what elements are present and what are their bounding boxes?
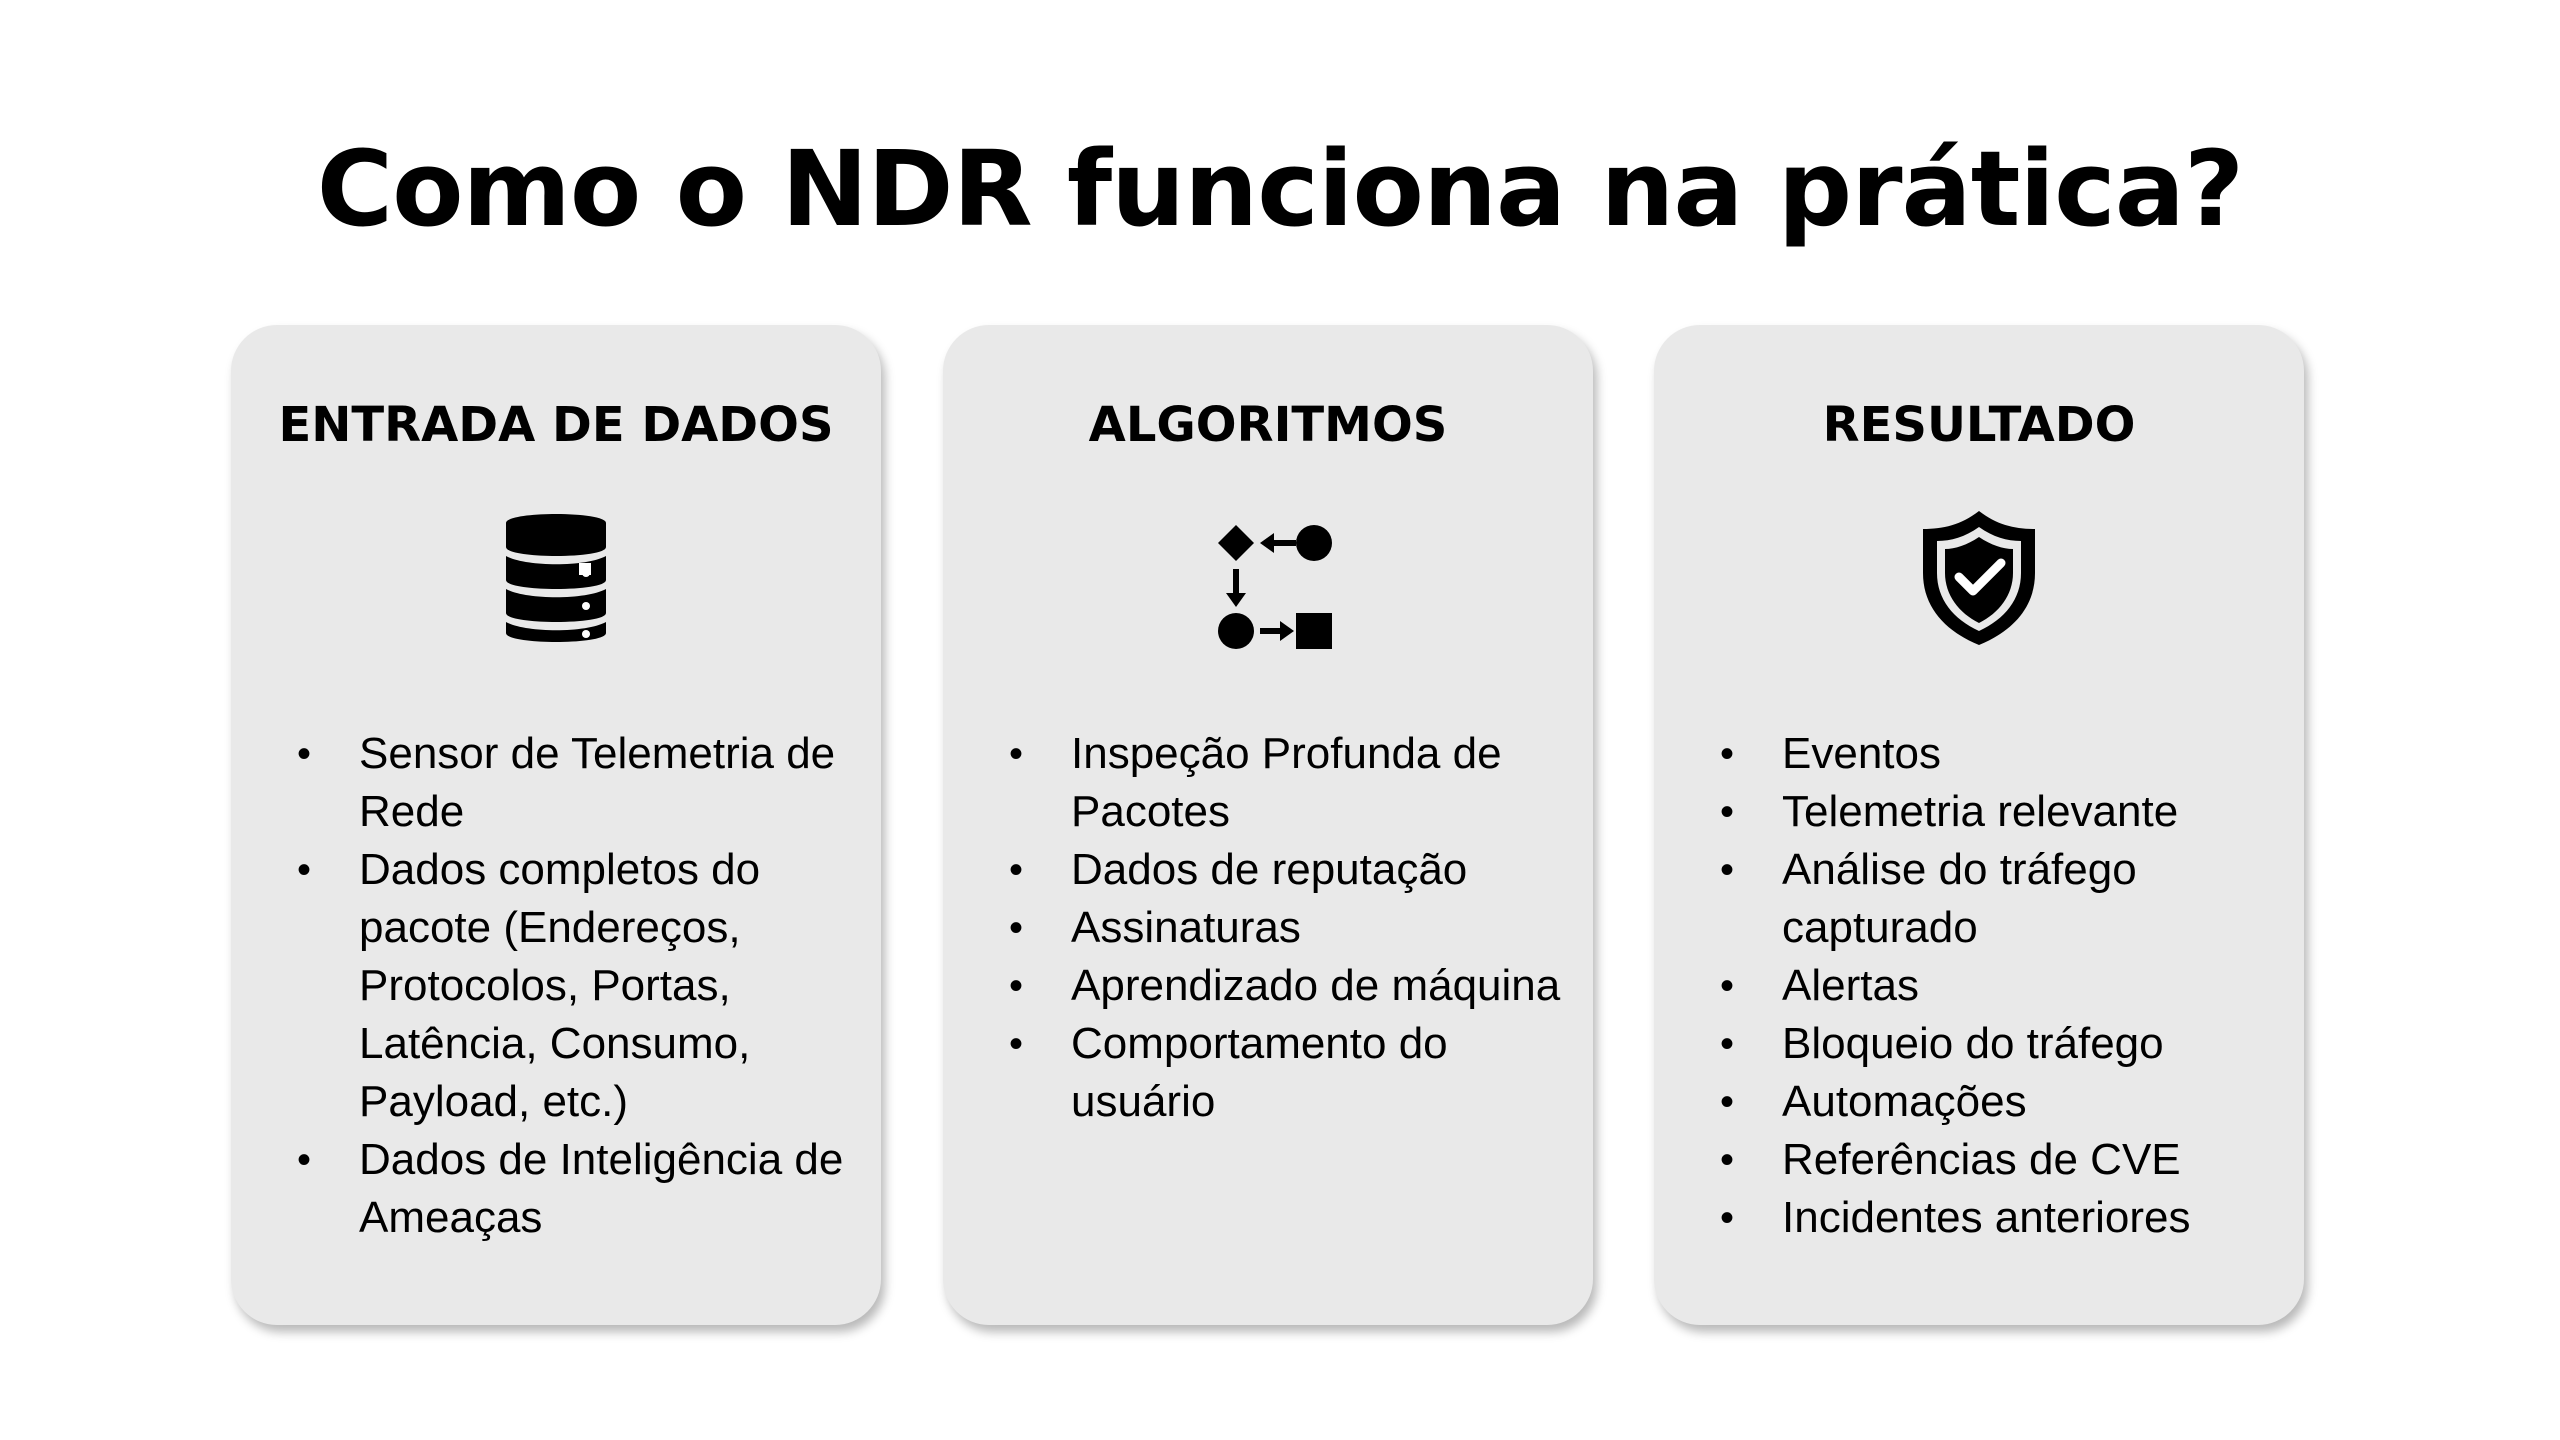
card-result [1654,325,2304,1325]
list-item: • Dados completos do pacote (Endereços, Protocolos, Portas, Latência, Consumo, Payload, etc.) [359,841,879,1131]
card-algorithms [943,325,1593,1325]
list-item: • Comportamento do usuário [1071,1015,1591,1131]
card-heading: ALGORITMOS [1088,397,1448,453]
database-icon [486,503,626,653]
card-data-input [231,325,881,1325]
card-heading: ENTRADA DE DADOS [278,397,834,453]
card-heading: RESULTADO [1822,397,2136,453]
list-item: • Dados de Inteligência de Ameaças [359,1131,879,1247]
algorithm-flow-icon [1198,503,1338,653]
bullet-list [359,725,879,1247]
bullet-list [1071,725,1591,1131]
list-item: • Bloqueio do tráfego [1782,1015,2282,1073]
list-item: • Automações [1782,1073,2282,1131]
shield-check-icon [1909,503,2049,653]
list-item: • Dados de reputação [1071,841,1591,899]
list-item: • Análise do tráfego capturado [1782,841,2282,957]
list-item: • Inspeção Profunda de Pacotes [1071,725,1591,841]
list-item: • Assinaturas [1071,899,1591,957]
list-item: • Incidentes anteriores [1782,1189,2282,1247]
bullet-list [1782,725,2282,1247]
list-item: • Telemetria relevante [1782,783,2282,841]
page-title: Como o NDR funciona na prática? [316,128,2244,250]
list-item: • Aprendizado de máquina [1071,957,1591,1015]
list-item: • Alertas [1782,957,2282,1015]
list-item: • Eventos [1782,725,2282,783]
list-item: • Referências de CVE [1782,1131,2282,1189]
list-item: • Sensor de Telemetria de Rede [359,725,879,841]
